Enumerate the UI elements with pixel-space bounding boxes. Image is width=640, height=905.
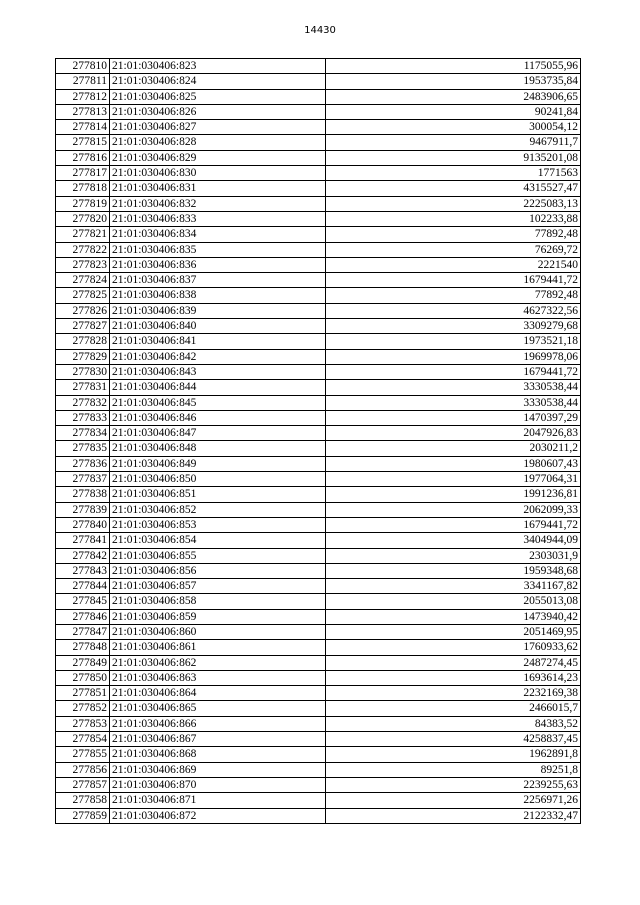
table-row (56, 288, 581, 303)
table-row (56, 686, 581, 701)
cadastral-value-cell: 84383,52 (326, 716, 581, 731)
cadastral-number-cell: 21:01:030406:862 (110, 655, 326, 670)
cadastral-value-cell: 2051469,95 (326, 624, 581, 639)
cadastral-value-cell: 2466015,7 (326, 701, 581, 716)
cadastral-value-cell: 1962891,8 (326, 747, 581, 762)
row-number-cell: 277826 (56, 303, 110, 318)
cadastral-number-cell: 21:01:030406:846 (110, 410, 326, 425)
cadastral-value-cell: 1473940,42 (326, 609, 581, 624)
row-number-cell: 277810 (56, 59, 110, 74)
cadastral-number-cell: 21:01:030406:842 (110, 349, 326, 364)
cadastral-number-cell: 21:01:030406:831 (110, 181, 326, 196)
table-row (56, 273, 581, 288)
cadastral-number-cell: 21:01:030406:860 (110, 624, 326, 639)
cadastral-number-cell: 21:01:030406:824 (110, 74, 326, 89)
cadastral-value-cell: 2122332,47 (326, 808, 581, 823)
cadastral-value-cell: 2062099,33 (326, 502, 581, 517)
row-number-cell: 277819 (56, 196, 110, 211)
row-number-cell: 277835 (56, 441, 110, 456)
row-number-cell: 277846 (56, 609, 110, 624)
cadastral-number-cell: 21:01:030406:834 (110, 227, 326, 242)
table-row (56, 441, 581, 456)
cadastral-value-cell: 1693614,23 (326, 670, 581, 685)
row-number-cell: 277822 (56, 242, 110, 257)
table-row (56, 150, 581, 165)
cadastral-value-cell: 1470397,29 (326, 410, 581, 425)
cadastral-number-cell: 21:01:030406:825 (110, 89, 326, 104)
table-row (56, 319, 581, 334)
cadastral-number-cell: 21:01:030406:869 (110, 762, 326, 777)
table-row (56, 762, 581, 777)
row-number-cell: 277829 (56, 349, 110, 364)
cadastral-number-cell: 21:01:030406:854 (110, 533, 326, 548)
cadastral-value-cell: 3404944,09 (326, 533, 581, 548)
row-number-cell: 277840 (56, 517, 110, 532)
cadastral-value-cell: 2256971,26 (326, 793, 581, 808)
row-number-cell: 277850 (56, 670, 110, 685)
cadastral-number-cell: 21:01:030406:859 (110, 609, 326, 624)
table-row (56, 120, 581, 135)
cadastral-value-cell: 76269,72 (326, 242, 581, 257)
table-row (56, 533, 581, 548)
row-number-cell: 277831 (56, 380, 110, 395)
cadastral-number-cell: 21:01:030406:845 (110, 395, 326, 410)
cadastral-number-cell: 21:01:030406:858 (110, 594, 326, 609)
page-number: 14430 (304, 25, 336, 36)
cadastral-value-cell: 89251,8 (326, 762, 581, 777)
table-row (56, 594, 581, 609)
cadastral-value-cell: 77892,48 (326, 227, 581, 242)
cadastral-number-cell: 21:01:030406:849 (110, 456, 326, 471)
table-row (56, 349, 581, 364)
cadastral-number-cell: 21:01:030406:867 (110, 732, 326, 747)
table-row (56, 334, 581, 349)
table-row (56, 732, 581, 747)
row-number-cell: 277813 (56, 104, 110, 119)
cadastral-value-cell: 2487274,45 (326, 655, 581, 670)
table-row (56, 579, 581, 594)
row-number-cell: 277833 (56, 410, 110, 425)
cadastral-value-cell: 4627322,56 (326, 303, 581, 318)
cadastral-value-cell: 1953735,84 (326, 74, 581, 89)
cadastral-value-table (55, 58, 581, 824)
cadastral-value-cell: 2047926,83 (326, 426, 581, 441)
row-number-cell: 277848 (56, 640, 110, 655)
cadastral-number-cell: 21:01:030406:847 (110, 426, 326, 441)
cadastral-number-cell: 21:01:030406:830 (110, 166, 326, 181)
cadastral-number-cell: 21:01:030406:871 (110, 793, 326, 808)
cadastral-value-cell: 3341167,82 (326, 579, 581, 594)
cadastral-value-cell: 2221540 (326, 257, 581, 272)
table-row (56, 747, 581, 762)
row-number-cell: 277857 (56, 777, 110, 792)
row-number-cell: 277841 (56, 533, 110, 548)
cadastral-number-cell: 21:01:030406:823 (110, 59, 326, 74)
table-row (56, 74, 581, 89)
cadastral-value-cell: 2232169,38 (326, 686, 581, 701)
cadastral-value-cell: 3330538,44 (326, 395, 581, 410)
row-number-cell: 277823 (56, 257, 110, 272)
row-number-cell: 277838 (56, 487, 110, 502)
row-number-cell: 277818 (56, 181, 110, 196)
cadastral-number-cell: 21:01:030406:829 (110, 150, 326, 165)
cadastral-number-cell: 21:01:030406:828 (110, 135, 326, 150)
table-row (56, 609, 581, 624)
cadastral-value-cell: 2055013,08 (326, 594, 581, 609)
table-body (56, 59, 581, 824)
table-row (56, 655, 581, 670)
row-number-cell: 277836 (56, 456, 110, 471)
row-number-cell: 277854 (56, 732, 110, 747)
table-row (56, 364, 581, 379)
table-row (56, 196, 581, 211)
cadastral-number-cell: 21:01:030406:841 (110, 334, 326, 349)
row-number-cell: 277830 (56, 364, 110, 379)
cadastral-number-cell: 21:01:030406:838 (110, 288, 326, 303)
cadastral-number-cell: 21:01:030406:868 (110, 747, 326, 762)
cadastral-number-cell: 21:01:030406:856 (110, 563, 326, 578)
table-row (56, 563, 581, 578)
table-row (56, 670, 581, 685)
table-row (56, 257, 581, 272)
row-number-cell: 277828 (56, 334, 110, 349)
table-row (56, 517, 581, 532)
table-row (56, 135, 581, 150)
cadastral-number-cell: 21:01:030406:870 (110, 777, 326, 792)
cadastral-value-cell: 9467911,7 (326, 135, 581, 150)
row-number-cell: 277824 (56, 273, 110, 288)
table-row (56, 548, 581, 563)
cadastral-value-cell: 1175055,96 (326, 59, 581, 74)
table-row (56, 410, 581, 425)
table-row (56, 426, 581, 441)
cadastral-value-cell: 9135201,08 (326, 150, 581, 165)
cadastral-number-cell: 21:01:030406:852 (110, 502, 326, 517)
row-number-cell: 277834 (56, 426, 110, 441)
cadastral-number-cell: 21:01:030406:843 (110, 364, 326, 379)
row-number-cell: 277853 (56, 716, 110, 731)
cadastral-number-cell: 21:01:030406:864 (110, 686, 326, 701)
cadastral-number-cell: 21:01:030406:872 (110, 808, 326, 823)
table-row (56, 502, 581, 517)
cadastral-number-cell: 21:01:030406:857 (110, 579, 326, 594)
cadastral-number-cell: 21:01:030406:827 (110, 120, 326, 135)
row-number-cell: 277847 (56, 624, 110, 639)
cadastral-value-cell: 1980607,43 (326, 456, 581, 471)
cadastral-number-cell: 21:01:030406:832 (110, 196, 326, 211)
cadastral-value-cell: 2239255,63 (326, 777, 581, 792)
cadastral-number-cell: 21:01:030406:855 (110, 548, 326, 563)
cadastral-value-cell: 4315527,47 (326, 181, 581, 196)
row-number-cell: 277811 (56, 74, 110, 89)
cadastral-number-cell: 21:01:030406:844 (110, 380, 326, 395)
cadastral-value-cell: 1959348,68 (326, 563, 581, 578)
cadastral-number-cell: 21:01:030406:833 (110, 211, 326, 226)
cadastral-value-cell: 1679441,72 (326, 273, 581, 288)
cadastral-value-cell: 1977064,31 (326, 472, 581, 487)
cadastral-value-cell: 1679441,72 (326, 364, 581, 379)
row-number-cell: 277820 (56, 211, 110, 226)
cadastral-number-cell: 21:01:030406:866 (110, 716, 326, 731)
cadastral-value-cell: 4258837,45 (326, 732, 581, 747)
row-number-cell: 277816 (56, 150, 110, 165)
cadastral-number-cell: 21:01:030406:861 (110, 640, 326, 655)
row-number-cell: 277839 (56, 502, 110, 517)
cadastral-value-cell: 2303031,9 (326, 548, 581, 563)
table-row (56, 166, 581, 181)
row-number-cell: 277859 (56, 808, 110, 823)
table-row (56, 380, 581, 395)
cadastral-number-cell: 21:01:030406:839 (110, 303, 326, 318)
row-number-cell: 277851 (56, 686, 110, 701)
table-row (56, 89, 581, 104)
cadastral-number-cell: 21:01:030406:851 (110, 487, 326, 502)
table-row (56, 211, 581, 226)
table-row (56, 777, 581, 792)
table-row (56, 181, 581, 196)
table-row (56, 793, 581, 808)
cadastral-number-cell: 21:01:030406:863 (110, 670, 326, 685)
row-number-cell: 277856 (56, 762, 110, 777)
cadastral-number-cell: 21:01:030406:836 (110, 257, 326, 272)
row-number-cell: 277821 (56, 227, 110, 242)
row-number-cell: 277832 (56, 395, 110, 410)
table-row (56, 303, 581, 318)
cadastral-number-cell: 21:01:030406:840 (110, 319, 326, 334)
row-number-cell: 277827 (56, 319, 110, 334)
cadastral-value-cell: 1679441,72 (326, 517, 581, 532)
table-row (56, 227, 581, 242)
cadastral-number-cell: 21:01:030406:835 (110, 242, 326, 257)
cadastral-value-cell: 2483906,65 (326, 89, 581, 104)
table-row (56, 487, 581, 502)
row-number-cell: 277844 (56, 579, 110, 594)
row-number-cell: 277858 (56, 793, 110, 808)
table-row (56, 59, 581, 74)
cadastral-value-cell: 2030211,2 (326, 441, 581, 456)
row-number-cell: 277842 (56, 548, 110, 563)
cadastral-value-cell: 1760933,62 (326, 640, 581, 655)
row-number-cell: 277843 (56, 563, 110, 578)
table-row (56, 104, 581, 119)
cadastral-number-cell: 21:01:030406:853 (110, 517, 326, 532)
cadastral-value-cell: 102233,88 (326, 211, 581, 226)
table-row (56, 242, 581, 257)
cadastral-number-cell: 21:01:030406:837 (110, 273, 326, 288)
cadastral-value-cell: 1771563 (326, 166, 581, 181)
cadastral-value-cell: 300054,12 (326, 120, 581, 135)
row-number-cell: 277852 (56, 701, 110, 716)
row-number-cell: 277855 (56, 747, 110, 762)
row-number-cell: 277817 (56, 166, 110, 181)
cadastral-number-cell: 21:01:030406:848 (110, 441, 326, 456)
cadastral-value-cell: 77892,48 (326, 288, 581, 303)
cadastral-number-cell: 21:01:030406:826 (110, 104, 326, 119)
row-number-cell: 277812 (56, 89, 110, 104)
table-row (56, 624, 581, 639)
row-number-cell: 277849 (56, 655, 110, 670)
cadastral-value-cell: 1991236,81 (326, 487, 581, 502)
row-number-cell: 277814 (56, 120, 110, 135)
table-row (56, 456, 581, 471)
cadastral-number-cell: 21:01:030406:850 (110, 472, 326, 487)
cadastral-value-cell: 3309279,68 (326, 319, 581, 334)
cadastral-value-cell: 2225083,13 (326, 196, 581, 211)
table-row (56, 808, 581, 823)
row-number-cell: 277825 (56, 288, 110, 303)
row-number-cell: 277845 (56, 594, 110, 609)
cadastral-value-cell: 90241,84 (326, 104, 581, 119)
cadastral-value-cell: 1969978,06 (326, 349, 581, 364)
table-row (56, 701, 581, 716)
cadastral-number-cell: 21:01:030406:865 (110, 701, 326, 716)
row-number-cell: 277837 (56, 472, 110, 487)
table-row (56, 640, 581, 655)
cadastral-value-cell: 1973521,18 (326, 334, 581, 349)
table-row (56, 472, 581, 487)
table-row (56, 395, 581, 410)
cadastral-value-cell: 3330538,44 (326, 380, 581, 395)
row-number-cell: 277815 (56, 135, 110, 150)
table-row (56, 716, 581, 731)
